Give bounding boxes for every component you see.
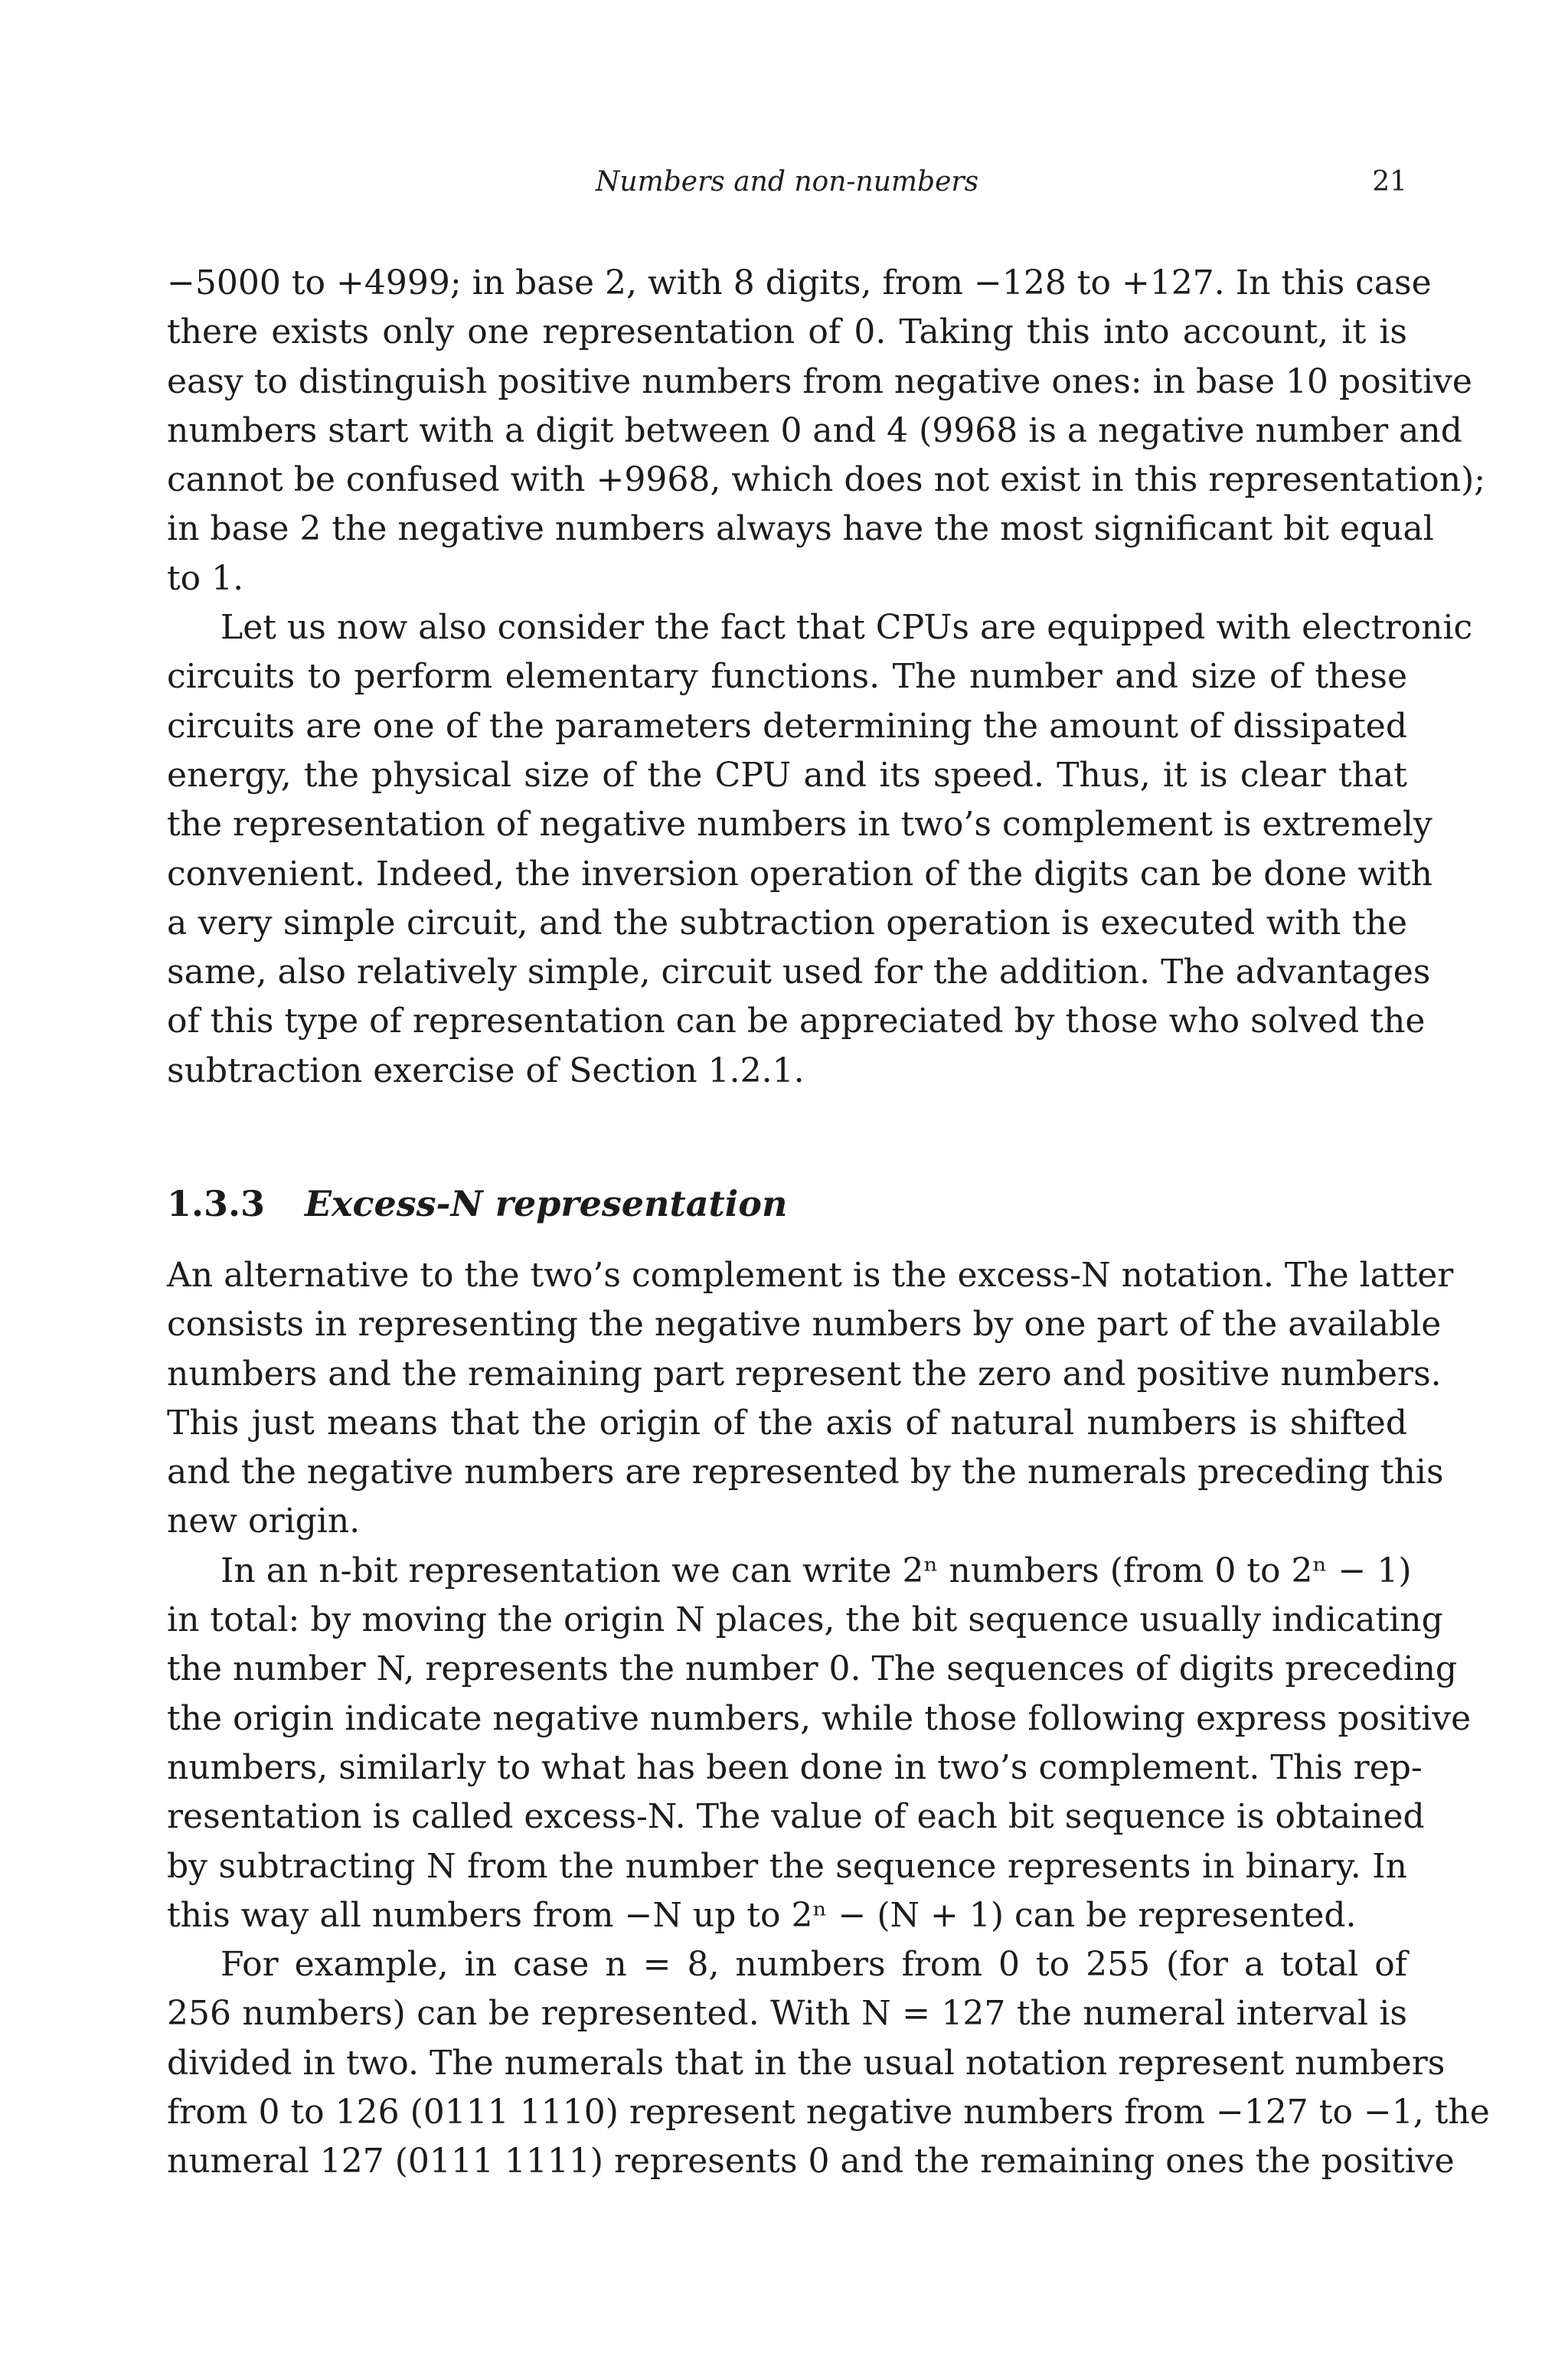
text-line: circuits are one of the parameters determining the amount of dissipated	[167, 706, 1407, 746]
section-title: Excess-N representation	[305, 1183, 788, 1224]
text-line: and the negative numbers are represented by the numerals preceding this	[167, 1453, 1444, 1492]
text-line: For example, in case n = 8, numbers from 0 to 255 (for a total of	[220, 1945, 1407, 1985]
paragraph-2	[167, 603, 1473, 1096]
text-line: convenient. Indeed, the inversion operation of the digits can be done with	[167, 854, 1432, 894]
text-line: Let us now also consider the fact that CPUs are equipped with electronic	[220, 608, 1473, 648]
section-number: 1.3.3	[167, 1183, 266, 1224]
text-line: numbers, similarly to what has been done in two’s complement. This rep-	[167, 1747, 1423, 1787]
text-line: from 0 to 126 (0111 1110) represent negative numbers from −127 to −1, the	[167, 2093, 1490, 2132]
text-line: in total: by moving the origin N places, the bit sequence usually indicating	[167, 1600, 1443, 1640]
text-line: subtraction exercise of Section 1.2.1.	[167, 1051, 805, 1090]
text-line: This just means that the origin of the axis of natural numbers is shifted	[167, 1403, 1407, 1443]
text-line: the origin indicate negative numbers, while those following express positive	[167, 1698, 1472, 1738]
text-line: An alternative to the two’s complement is the excess-N notation. The latter	[167, 1256, 1454, 1295]
text-line: numbers start with a digit between 0 and 4 (9968 is a negative number and	[167, 410, 1462, 450]
text-line: −5000 to +4999; in base 2, with 8 digits, from −128 to +127. In this case	[167, 263, 1432, 302]
running-title: Numbers and non-numbers	[595, 166, 979, 198]
section-heading	[167, 1179, 787, 1228]
text-line: a very simple circuit, and the subtraction operation is executed with the	[167, 903, 1407, 943]
text-line: numbers and the remaining part represent the zero and positive numbers.	[167, 1354, 1442, 1394]
text-line: the representation of negative numbers in two’s complement is extremely	[167, 805, 1432, 845]
text-line: easy to distinguish positive numbers from negative ones: in base 10 positive	[167, 361, 1472, 401]
text-line: consists in representing the negative numbers by one part of the available	[167, 1305, 1442, 1345]
paragraph-4	[167, 1547, 1472, 1940]
text-line: there exists only one representation of 0. Taking this into account, it is	[167, 312, 1407, 352]
text-line: circuits to perform elementary functions. The number and size of these	[167, 657, 1407, 697]
text-line: energy, the physical size of the CPU and its speed. Thus, it is clear that	[167, 755, 1407, 795]
text-line: numeral 127 (0111 1111) represents 0 and the remaining ones the positive	[167, 2142, 1455, 2181]
text-line: new origin.	[167, 1502, 361, 1541]
text-line: same, also relatively simple, circuit used for the addition. The advantages	[167, 953, 1431, 992]
text-line: divided in two. The numerals that in the usual notation represent numbers	[167, 2043, 1446, 2083]
text-line: to 1.	[167, 558, 244, 598]
text-line: of this type of representation can be appreciated by those who solved the	[167, 1002, 1426, 1041]
paragraph-1	[167, 259, 1486, 603]
text-line: in base 2 the negative numbers always have the most significant bit equal	[167, 509, 1434, 549]
text-line: In an n-bit representation we can write 2ⁿ numbers (from 0 to 2ⁿ − 1)	[220, 1551, 1412, 1590]
body-text-upper	[167, 259, 1486, 1096]
text-line: 256 numbers) can be represented. With N = 127 the numeral interval is	[167, 1994, 1407, 2034]
paragraph-5	[167, 1940, 1490, 2186]
text-line: cannot be confused with +9968, which does not exist in this representation);	[167, 460, 1486, 500]
body-text-lower	[167, 1251, 1490, 2187]
text-line: this way all numbers from −N up to 2ⁿ − (N + 1) can be represented.	[167, 1895, 1357, 1935]
text-line: resentation is called excess-N. The value of each bit sequence is obtained	[167, 1797, 1425, 1837]
paragraph-3	[167, 1251, 1454, 1547]
running-head	[167, 161, 1407, 204]
text-line: by subtracting N from the number the sequence represents in binary. In	[167, 1846, 1407, 1886]
text-line: the number N, represents the number 0. The sequences of digits preceding	[167, 1649, 1458, 1689]
page-number: 21	[1372, 166, 1407, 198]
